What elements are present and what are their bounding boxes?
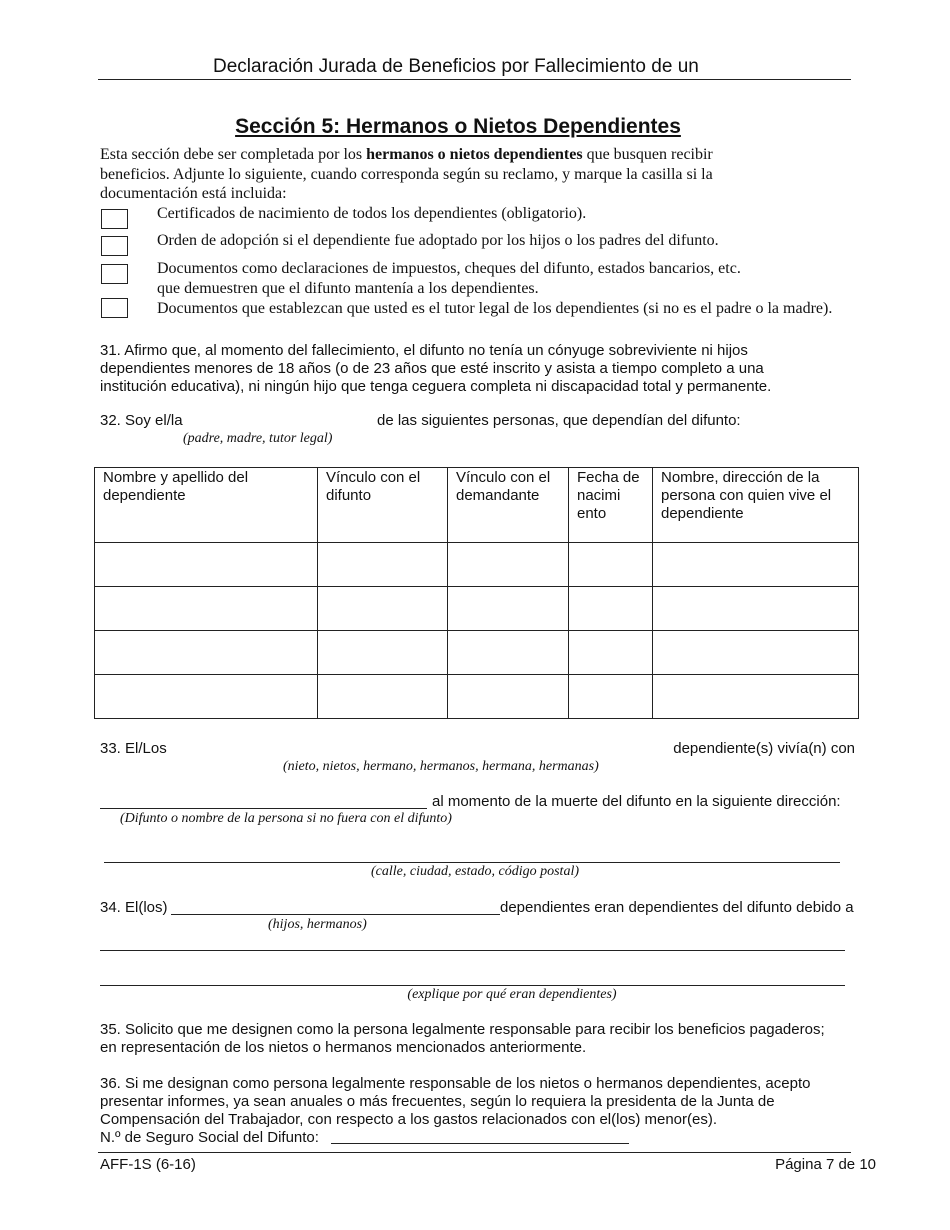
cell-caregiver[interactable] xyxy=(653,631,859,675)
checkbox-legal-guardian[interactable] xyxy=(101,298,128,318)
q36-line-3: Compensación del Trabajador, con respecto a los gastos relacionados con el(los) menor(es). xyxy=(100,1111,717,1128)
table-header-row xyxy=(95,468,859,543)
cell-birth-date[interactable] xyxy=(569,587,653,631)
q33-hint-person: (Difunto o nombre de la persona si no fuera con el difunto) xyxy=(120,811,452,826)
q36-line-1: 36. Si me designan como persona legalmente responsable de los nietos o hermanos dependientes, acepto xyxy=(100,1075,811,1092)
footer-form-id: AFF-1S (6-16) xyxy=(100,1156,196,1173)
cell-relation-deceased[interactable] xyxy=(318,543,448,587)
q34-hint-reason: (explique por qué eran dependientes) xyxy=(407,987,617,1002)
cell-birth-date[interactable] xyxy=(569,631,653,675)
q36-line-2: presentar informes, ya sean anuales o más frecuentes, según lo requiera la presidenta de la Junta de xyxy=(100,1093,775,1110)
q35-statement xyxy=(100,1021,825,1057)
cell-caregiver[interactable] xyxy=(653,675,859,719)
q32-hint: (padre, madre, tutor legal) xyxy=(183,431,333,446)
checkbox-support-documents[interactable] xyxy=(101,264,128,284)
q33-prefix: 33. El/Los xyxy=(100,740,167,757)
col-header-name: Nombre y apellido del dependiente xyxy=(95,468,318,543)
section-intro xyxy=(100,145,713,204)
q34-hint-dependent-type: (hijos, hermanos) xyxy=(268,917,367,932)
q33-hint-address: (calle, ciudad, estado, código postal) xyxy=(370,864,580,879)
cell-relation-deceased[interactable] xyxy=(318,675,448,719)
q33-suffix: dependiente(s) vivía(n) con xyxy=(673,740,855,757)
cell-caregiver[interactable] xyxy=(653,543,859,587)
col-header-relation-claimant: Vínculo con el demandante xyxy=(448,468,569,543)
cell-name[interactable] xyxy=(95,587,318,631)
q33-person-field[interactable] xyxy=(100,808,427,809)
intro-line-2: beneficios. Adjunte lo siguiente, cuando corresponda según su reclamo, y marque la casilla si la xyxy=(100,165,713,183)
q32-relationship-field[interactable] xyxy=(190,412,370,430)
dependents-table xyxy=(94,467,859,719)
q31-line-2: dependientes menores de 18 años (o de 23 años que esté inscrito y asista a tiempo completo a una xyxy=(100,360,764,377)
cell-birth-date[interactable] xyxy=(569,543,653,587)
ssn-field[interactable] xyxy=(331,1143,629,1144)
intro-line-1: que busquen recibir xyxy=(586,146,713,163)
q34-dependent-type-field[interactable] xyxy=(171,914,500,915)
cell-relation-claimant[interactable] xyxy=(448,631,569,675)
table-row xyxy=(95,543,859,587)
checklist-label-support-documents: Documentos como declaraciones de impuestos, cheques del difunto, estados bancarios, etc. xyxy=(157,260,741,277)
q32-prefix: 32. Soy el/la xyxy=(100,412,183,429)
cell-relation-claimant[interactable] xyxy=(448,675,569,719)
cell-relation-claimant[interactable] xyxy=(448,587,569,631)
cell-name[interactable] xyxy=(95,631,318,675)
intro-lead: Esta sección debe ser completada por los xyxy=(100,146,367,163)
table-row xyxy=(95,631,859,675)
q34-reason-line-1[interactable] xyxy=(100,950,845,951)
cell-relation-deceased[interactable] xyxy=(318,587,448,631)
cell-name[interactable] xyxy=(95,675,318,719)
q34-reason-line-2[interactable] xyxy=(100,985,845,986)
page-header-title: Declaración Jurada de Beneficios por Fallecimiento de un xyxy=(213,56,699,77)
checklist-label-legal-guardian: Documentos que establezcan que usted es el tutor legal de los dependientes (si no es el padre o la madre). xyxy=(157,300,833,317)
col-header-relation-deceased: Vínculo con el difunto xyxy=(318,468,448,543)
checklist-label-adoption-order: Orden de adopción si el dependiente fue adoptado por los hijos o los padres del difunto. xyxy=(157,232,719,249)
checkbox-birth-certificates[interactable] xyxy=(101,209,128,229)
q31-line-3: institución educativa), ni ningún hijo que tenga ceguera completa ni discapacidad total y permanente. xyxy=(100,378,772,395)
q33-hint-dependent-type: (nieto, nietos, hermano, hermanos, hermana, hermanas) xyxy=(283,759,599,774)
intro-bold: hermanos o nietos dependientes xyxy=(366,146,583,163)
table-row xyxy=(95,675,859,719)
q35-line-2: en representación de los nietos o hermanos mencionados anteriormente. xyxy=(100,1039,587,1056)
q33-dependent-type-field[interactable] xyxy=(180,740,650,758)
cell-birth-date[interactable] xyxy=(569,675,653,719)
header-divider xyxy=(98,79,851,80)
table-row xyxy=(95,587,859,631)
cell-caregiver[interactable] xyxy=(653,587,859,631)
intro-line-3: documentación está incluida: xyxy=(100,185,287,202)
cell-relation-deceased[interactable] xyxy=(318,631,448,675)
footer-divider xyxy=(98,1152,851,1153)
q33-address-field[interactable] xyxy=(104,862,840,863)
q32-suffix: de las siguientes personas, que dependían del difunto: xyxy=(377,412,741,429)
q34-suffix: dependientes eran dependientes del difunto debido a xyxy=(500,899,854,916)
q31-line-1: 31. Afirmo que, al momento del fallecimiento, el difunto no tenía un cónyuge sobreviviente ni hijos xyxy=(100,342,748,359)
q36-statement xyxy=(100,1075,810,1129)
ssn-label: N.º de Seguro Social del Difunto: xyxy=(100,1129,319,1146)
q34-prefix: 34. El(los) xyxy=(100,899,168,916)
checklist-label-support-documents-line2: que demuestren que el difunto mantenía a los dependientes. xyxy=(157,280,539,297)
cell-name[interactable] xyxy=(95,543,318,587)
col-header-birth-date: Fecha de nacimi ento xyxy=(569,468,653,543)
footer-page-number: Página 7 de 10 xyxy=(775,1156,876,1173)
col-header-caregiver: Nombre, dirección de la persona con quien vive el dependiente xyxy=(653,468,859,543)
q33-line2-suffix: al momento de la muerte del difunto en la siguiente dirección: xyxy=(432,793,841,810)
checkbox-adoption-order[interactable] xyxy=(101,236,128,256)
q31-statement xyxy=(100,342,771,396)
q35-line-1: 35. Solicito que me designen como la persona legalmente responsable para recibir los beneficios pagaderos; xyxy=(100,1021,825,1038)
checklist-label-birth-certificates: Certificados de nacimiento de todos los dependientes (obligatorio). xyxy=(157,205,587,222)
cell-relation-claimant[interactable] xyxy=(448,543,569,587)
section-title: Sección 5: Hermanos o Nietos Dependientes xyxy=(235,115,681,138)
